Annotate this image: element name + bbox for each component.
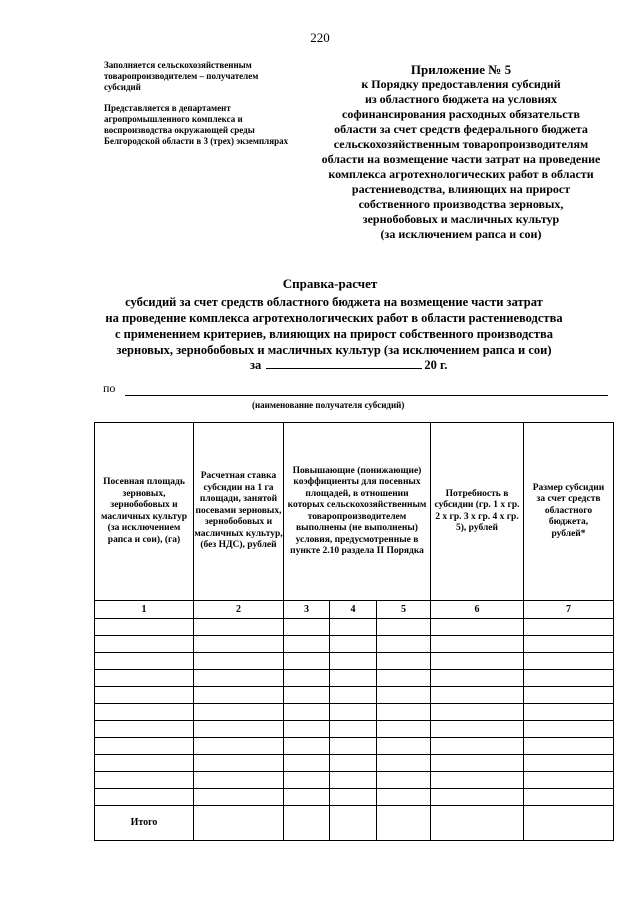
table-cell[interactable] [194,619,284,636]
appendix-line: зернобобовых и масличных культур [362,212,560,226]
appendix-line: софинансирования расходных обязательств [342,107,580,121]
table-cell[interactable] [194,789,284,806]
year-prefix: 20 [424,358,437,372]
table-row [95,619,614,636]
column-number: 5 [377,601,431,619]
appendix-line: области за счет средств федерального бюджета [334,122,588,136]
column-number: 4 [330,601,377,619]
appendix-line: собственного производства зерновых, [358,197,564,211]
table-row [95,653,614,670]
column-number: 6 [431,601,524,619]
table-cell[interactable] [330,619,377,636]
table-cell[interactable] [284,806,330,841]
appendix-line: из областного бюджета на условиях [364,92,558,106]
table-row [95,670,614,687]
subtitle-line: субсидий за счет средств областного бюджета на возмещение части затрат [125,295,543,309]
table-cell[interactable] [194,670,284,687]
table-cell[interactable] [284,619,330,636]
header-cell: Расчетная ставка субсидии на 1 га площади, занятой посевами зерновых, зернобобовых и масличных культур, (без НДС), рублей [194,423,284,601]
appendix-line: области на возмещение части затрат на проведение [321,152,601,166]
period-blank[interactable] [266,356,422,369]
table-cell[interactable] [431,738,524,755]
table-cell[interactable] [330,772,377,789]
table-header-row [95,423,614,601]
recipient-blank[interactable] [125,395,608,396]
recipient-hint: (наименование получателя субсидий) [252,400,405,410]
table-cell[interactable] [284,772,330,789]
table-cell[interactable] [431,772,524,789]
total-row [95,806,614,841]
table-cell[interactable] [524,636,614,653]
table-cell[interactable] [330,670,377,687]
table-cell[interactable] [524,721,614,738]
table-cell[interactable] [95,670,194,687]
table-cell[interactable] [524,772,614,789]
table-cell[interactable] [524,704,614,721]
table-row [95,755,614,772]
table-cell[interactable] [377,704,431,721]
table-cell[interactable] [431,619,524,636]
table-cell[interactable] [95,772,194,789]
table-row [95,772,614,789]
table-cell[interactable] [330,806,377,841]
table-row [95,636,614,653]
table-cell[interactable] [330,789,377,806]
table-cell[interactable] [194,721,284,738]
column-number: 2 [194,601,284,619]
subsidy-table [94,422,614,841]
table-cell[interactable] [377,619,431,636]
table-cell[interactable] [377,806,431,841]
table-cell[interactable] [377,789,431,806]
subtitle-line: с применением критериев, влияющих на прирост собственного производства [114,327,553,341]
column-number: 3 [284,601,330,619]
table-row [95,789,614,806]
document-title: Справка-расчет [282,276,378,291]
subtitle-line: на проведение комплекса агротехнологических работ в области растениеводства [105,311,563,325]
table-cell[interactable] [95,755,194,772]
subtitle-line: зерновых, зернобобовых и масличных культур (за исключением рапса и сои) [116,343,552,357]
table-cell[interactable] [284,687,330,704]
table-cell[interactable] [524,789,614,806]
header-cell: Размер субсидии за счет средств областного бюджета, рублей* [524,423,614,601]
table-cell[interactable] [431,721,524,738]
filled-by-note: Заполняется сельскохозяйственным товаропроизводителем – получателем субсидий [104,60,259,92]
column-number-row [95,601,614,619]
appendix-line: к Порядку предоставления субсидий [361,77,561,91]
table-cell[interactable] [330,738,377,755]
table-cell[interactable] [330,687,377,704]
table-cell[interactable] [431,653,524,670]
table-cell[interactable] [284,653,330,670]
table-cell[interactable] [95,653,194,670]
table-cell[interactable] [330,636,377,653]
table-cell[interactable] [377,653,431,670]
table-cell[interactable] [95,619,194,636]
table-cell[interactable] [194,738,284,755]
table-cell[interactable] [431,704,524,721]
left-notes [104,60,294,157]
table-cell[interactable] [95,704,194,721]
table-row [95,687,614,704]
table-cell[interactable] [194,704,284,721]
table-cell[interactable] [284,755,330,772]
table-cell[interactable] [377,721,431,738]
appendix-title: Приложение № 5 [410,62,512,77]
year-suffix: г. [440,358,448,372]
table-cell[interactable] [524,687,614,704]
table-cell[interactable] [431,789,524,806]
table-cell[interactable] [377,738,431,755]
table-cell[interactable] [524,738,614,755]
table-cell[interactable] [194,772,284,789]
table-cell[interactable] [377,636,431,653]
table-cell[interactable] [524,806,614,841]
appendix-line: сельскохозяйственным товаропроизводителям [333,137,589,151]
table-cell[interactable] [284,670,330,687]
table-cell[interactable] [524,619,614,636]
table-cell[interactable] [95,721,194,738]
table-cell[interactable] [524,670,614,687]
appendix-header [296,62,626,242]
table-cell[interactable] [284,721,330,738]
column-number: 7 [524,601,614,619]
table-cell[interactable] [194,755,284,772]
appendix-line: (за исключением рапса и сои) [380,227,542,241]
period-line [250,356,447,373]
table-cell[interactable] [330,721,377,738]
period-prefix: за [250,358,262,372]
header-cell: Повышающие (понижающие) коэффициенты для посевных площадей, в отношении которых сельскохозяйственным товаропроизводителем выполнены (не выполнены) условия, предусмотренные в пункте 2.10 раздела II Порядка [284,423,431,601]
table-cell[interactable] [194,653,284,670]
table-cell[interactable] [330,704,377,721]
appendix-line: комплекса агротехнологических работ в области [328,167,594,181]
table-cell[interactable] [284,738,330,755]
table-cell[interactable] [95,738,194,755]
header-cell: Потребность в субсидии (гр. 1 х гр. 2 х гр. 3 х гр. 4 х гр. 5), рублей [431,423,524,601]
page-number: 220 [310,30,330,45]
table-cell[interactable] [330,653,377,670]
table-cell[interactable] [431,687,524,704]
table-cell[interactable] [330,755,377,772]
total-label: Итого [95,806,194,841]
recipient-prefix: по [103,381,116,395]
table-cell[interactable] [284,704,330,721]
table-cell[interactable] [284,636,330,653]
recipient-line [103,381,608,396]
table-cell[interactable] [377,687,431,704]
submitted-to-note: Представляется в департамент агропромышленного комплекса и воспроизводства окружающей среды Белгородской области в 3 (трех) экземплярах [104,103,289,146]
table-cell[interactable] [194,687,284,704]
table-cell[interactable] [377,755,431,772]
table-cell[interactable] [284,789,330,806]
table-cell[interactable] [431,755,524,772]
table-cell[interactable] [95,636,194,653]
table-row [95,721,614,738]
table-cell[interactable] [194,806,284,841]
table-cell[interactable] [431,670,524,687]
table-cell[interactable] [431,636,524,653]
table-cell[interactable] [431,806,524,841]
table-cell[interactable] [95,687,194,704]
table-cell[interactable] [524,755,614,772]
table-cell[interactable] [377,670,431,687]
header-cell: Посевная площадь зерновых, зернобобовых и масличных культур (за исключением рапса и сои), (га) [95,423,194,601]
table-cell[interactable] [95,789,194,806]
appendix-line: растениеводства, влияющих на прирост [351,182,571,196]
document-subtitle [80,294,588,358]
table-row [95,738,614,755]
table-cell[interactable] [377,772,431,789]
table-row [95,704,614,721]
table-cell[interactable] [194,636,284,653]
column-number: 1 [95,601,194,619]
table-cell[interactable] [524,653,614,670]
